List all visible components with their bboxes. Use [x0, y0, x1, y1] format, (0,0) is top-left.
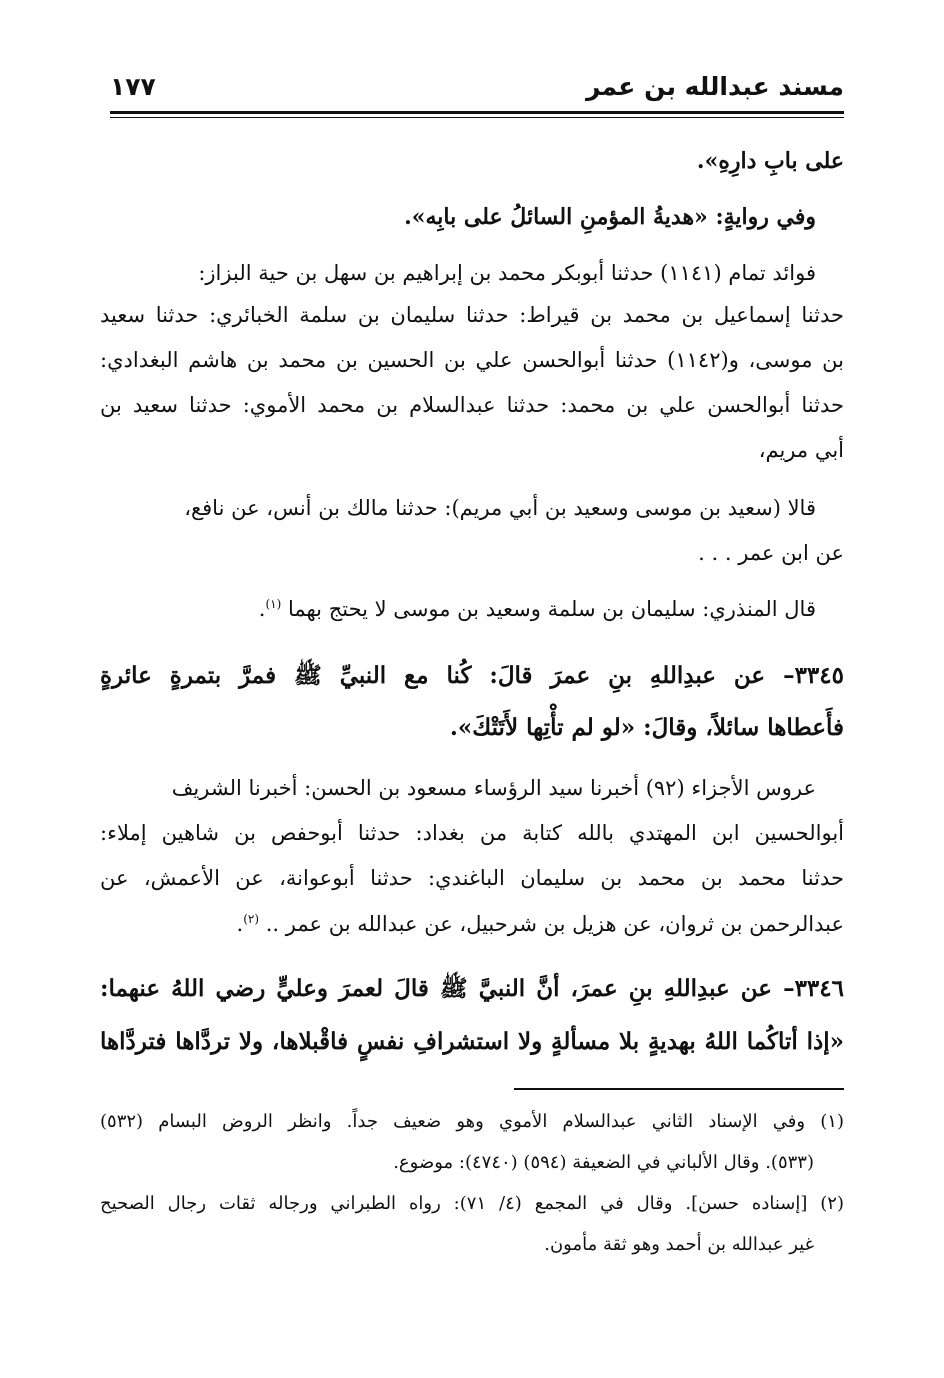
text-line-16 — [100, 913, 844, 935]
text-line-2: وفي روايةٍ: «هديةُ المؤمنِ السائلُ على بابِه». — [404, 204, 816, 230]
header-rule-thin — [110, 117, 844, 118]
text-line-5: بن موسى، و(١١٤٢) حدثنا أبوالحسن علي بن الحسين بن محمد بن هاشم البغدادي: — [100, 348, 844, 372]
text-line-1: على بابِ دارِهِ». — [696, 148, 844, 174]
footnote-marker-2: (٢) — [243, 912, 260, 926]
text-line-13: عروس الأجزاء (٩٢) أخبرنا سيد الرؤساء مسعود بن الحسن: أخبرنا الشريف — [171, 776, 816, 800]
line-10-terminal: . — [258, 597, 266, 621]
hadith-3346-line-1: ٣٣٤٦– عن عبدِاللهِ بنِ عمرَ، أنَّ النبيَّ ﷺ قالَ لعمرَ وعليٍّ رضي اللهُ عنهما: — [100, 975, 844, 1002]
footnote-2-line-2: غير عبدالله بن أحمد وهو ثقة مأمون. — [544, 1234, 814, 1255]
text-line-3: فوائد تمام (١١٤١) حدثنا أبوبكر محمد بن إبراهيم بن سهل بن حية البزاز: — [198, 261, 816, 285]
page-number: ١٧٧ — [110, 72, 156, 101]
text-line-7: أبي مريم، — [758, 438, 844, 462]
text-line-8: قالا (سعيد بن موسى وسعيد بن أبي مريم): حدثنا مالك بن أنس، عن نافع، — [184, 496, 816, 520]
footnote-separator — [514, 1088, 844, 1090]
text-line-15: حدثنا محمد بن محمد بن سليمان الباغندي: حدثنا أبوعوانة، عن الأعمش، عن — [100, 866, 844, 890]
text-line-10-content: قال المنذري: سليمان بن سلمة وسعيد بن موسى لا يحتج بهما — [287, 597, 816, 621]
footnote-1-line-1: (١) وفي الإسناد الثاني عبدالسلام الأموي وهو ضعيف جداً. وانظر الروض البسام (٥٣٢) — [100, 1111, 844, 1132]
footnote-marker-1: (١) — [265, 597, 282, 611]
footnote-1-line-2: (٥٣٣). وقال الألباني في الضعيفة (٥٩٤) (٤٧٤٠): موضوع. — [393, 1152, 814, 1173]
text-line-16-content: عبدالرحمن بن ثروان، عن هزيل بن شرحبيل، عن عبدالله بن عمر .. — [265, 912, 844, 936]
hadith-3346-line-2: «إذا أتاكُما اللهُ بهديةٍ بلا مسألةٍ ولا استشرافِ نفسٍ فاقْبلاها، ولا تردَّاها فتردَّاها — [100, 1028, 844, 1055]
running-title: مسند عبدالله بن عمر — [586, 72, 844, 101]
text-line-9: عن ابن عمر . . . — [698, 541, 844, 565]
text-line-14: أبوالحسين ابن المهتدي بالله كتابة من بغداد: حدثنا أبوحفص بن شاهين إملاء: — [100, 821, 844, 845]
footnote-2-line-1: (٢) [إسناده حسن]. وقال في المجمع (٤/ ٧١): رواه الطبراني ورجاله ثقات رجال الصحيح — [100, 1193, 844, 1214]
page-header — [110, 72, 844, 112]
text-line-6: حدثنا أبوالحسن علي بن محمد: حدثنا عبدالسلام بن محمد الأموي: حدثنا سعيد بن — [100, 393, 844, 417]
text-line-10 — [100, 598, 816, 620]
header-rule-thick — [110, 111, 844, 114]
line-16-terminal: . — [236, 912, 244, 936]
hadith-3345-line-1: ٣٣٤٥– عن عبدِاللهِ بنِ عمرَ قالَ: كُنا مع النبيِّ ﷺ فمرَّ بتمرةٍ عائرةٍ — [100, 662, 844, 689]
text-line-4: حدثنا إسماعيل بن محمد بن قيراط: حدثنا سليمان بن سلمة الخبائري: حدثنا سعيد — [100, 303, 844, 327]
hadith-3345-line-2: فأَعطاها سائلاً، وقالَ: «لو لم تأْتِها لأَتَتْكَ». — [449, 714, 844, 741]
